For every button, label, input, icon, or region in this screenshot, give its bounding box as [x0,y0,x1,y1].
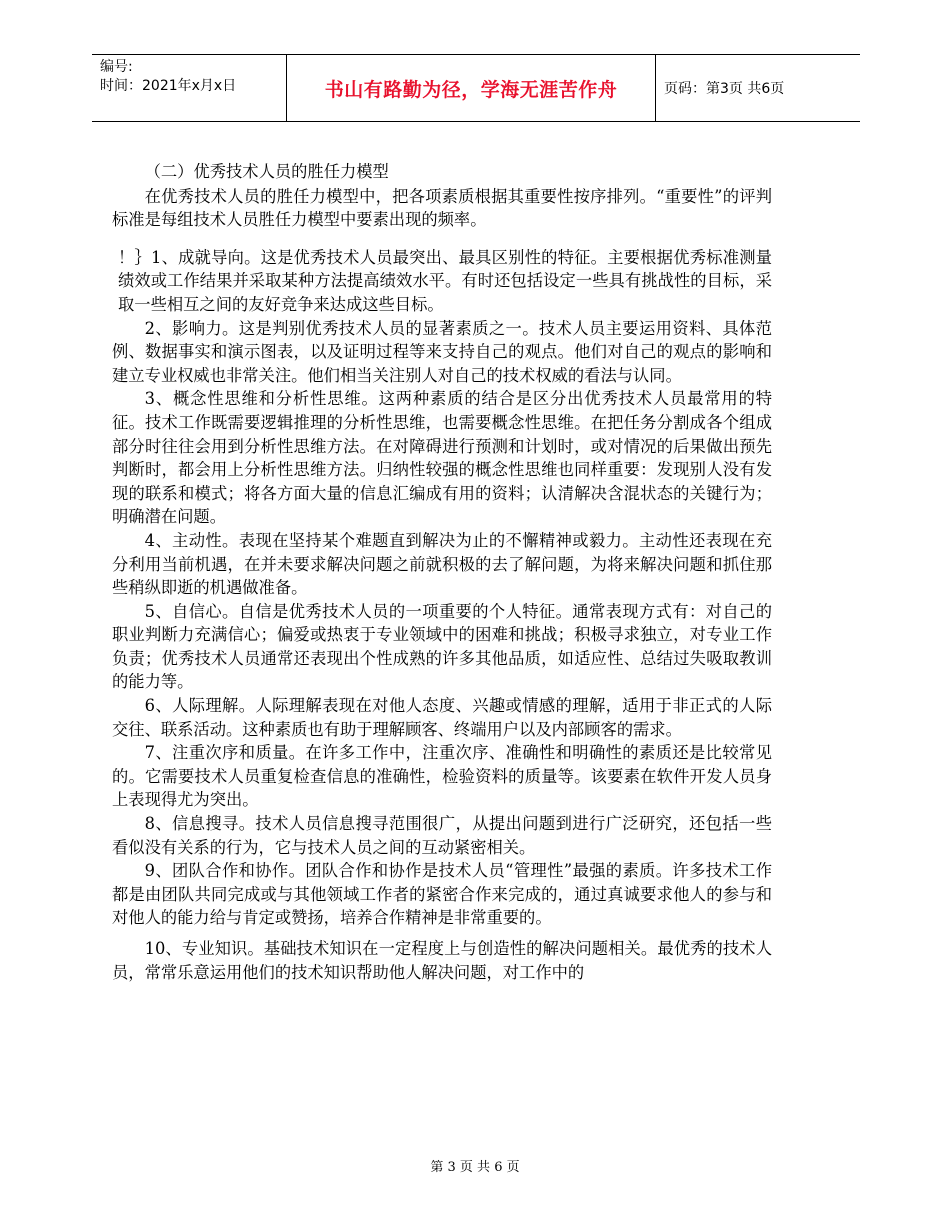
intro-paragraph: 在优秀技术人员的胜任力模型中，把各项素质根据其重要性按序排列。“重要性”的评判标准是每组技术人员胜任力模型中要素出现的频率。 [112,186,772,230]
page-footer: 第 3 页 共 6 页 [430,1160,520,1175]
document-time: 时间：2021年x月x日 [100,78,237,94]
header-motto: 书山有路勤为径，学海无涯苦作舟 [286,55,656,121]
document-number-label: 编号: [100,59,133,75]
document-body [112,160,772,984]
item-paragraph-3: 3、概念性思维和分析性思维。这两种素质的结合是区分出优秀技术人员最常用的特征。技术工作既需要逻辑推理的分析性思维，也需要概念性思维。在把任务分割成各个组成部分时往往会用到分析性思维方法。在对障碍进行预测和计划时，或对情况的后果做出预先判断时，都会用上分析性思维方法。归纳性较强的概念性思维也同样重要：发现别人没有发现的联系和模式；将各方面大量的信息汇编成有用的资料；认清解决含混状态的关键行为；明确潜在问题。 [112,389,772,527]
item-paragraph-8: 8、信息搜寻。技术人员信息搜寻范围很广，从提出问题到进行广泛研究，还包括一些看似没有关系的行为，它与技术人员之间的互动紧密相关。 [112,814,772,857]
item-paragraph-10: 10、专业知识。基础技术知识在一定程度上与创造性的解决问题相关。最优秀的技术人员，常常乐意运用他们的技术知识帮助他人解决问题，对工作中的 [112,939,772,982]
item-paragraph-6: 6、人际理解。人际理解表现在对他人态度、兴趣或情感的理解，适用于非正式的人际交往、联系活动。这种素质也有助于理解顾客、终端用户以及内部顾客的需求。 [112,696,772,739]
item-paragraph-9: 9、团队合作和协作。团队合作和协作是技术人员“管理性”最强的素质。许多技术工作都是由团队共同完成或与其他领域工作者的紧密合作来完成的，通过真诚要求他人的参与和对他人的能力给与肯定或赞扬，培养合作精神是非常重要的。 [112,861,772,928]
page-header [92,54,860,122]
item-paragraph-5: 5、自信心。自信是优秀技术人员的一项重要的个人特征。通常表现方式有：对自己的职业判断力充满信心；偏爱或热衷于专业领域中的困难和挑战；积极寻求独立，对专业工作负责；优秀技术人员通常还表现出个性成熟的许多其他品质，如适应性、总结过失吸取教训的能力等。 [112,601,772,692]
header-meta [92,55,286,121]
header-page-info: 页码：第3页 共6页 [664,81,785,97]
item-paragraph-1: ！｝1、成就导向。这是优秀技术人员最突出、最具区别性的特征。主要根据优秀标准测量绩效或工作结果并采取某种方法提高绩效水平。有时还包括设定一些具有挑战性的目标，采取一些相互之间的友好竞争来达成这些目标。 [118,247,772,314]
item-paragraph-4: 4、主动性。表现在坚持某个难题直到解决为止的不懈精神或毅力。主动性还表现在充分利用当前机遇，在并未要求解决问题之前就积极的去了解问题，为将来解决问题和抓住那些稍纵即逝的机遇做准备。 [112,530,772,598]
item-paragraph-2: 2、影响力。这是判别优秀技术人员的显著素质之一。技术人员主要运用资料、具体范例、数据事实和演示图表，以及证明过程等来支持自己的观点。他们对自己的观点的影响和建立专业权威也非常关注。他们相当关注别人对自己的技术权威的看法与认同。 [112,318,772,385]
item-paragraph-7: 7、注重次序和质量。在许多工作中，注重次序、准确性和明确性的素质还是比较常见的。它需要技术人员重复检查信息的准确性，检验资料的质量等。该要素在软件开发人员身上表现得尤为突出。 [112,743,772,810]
section-title: （二）优秀技术人员的胜任力模型 [144,162,389,181]
